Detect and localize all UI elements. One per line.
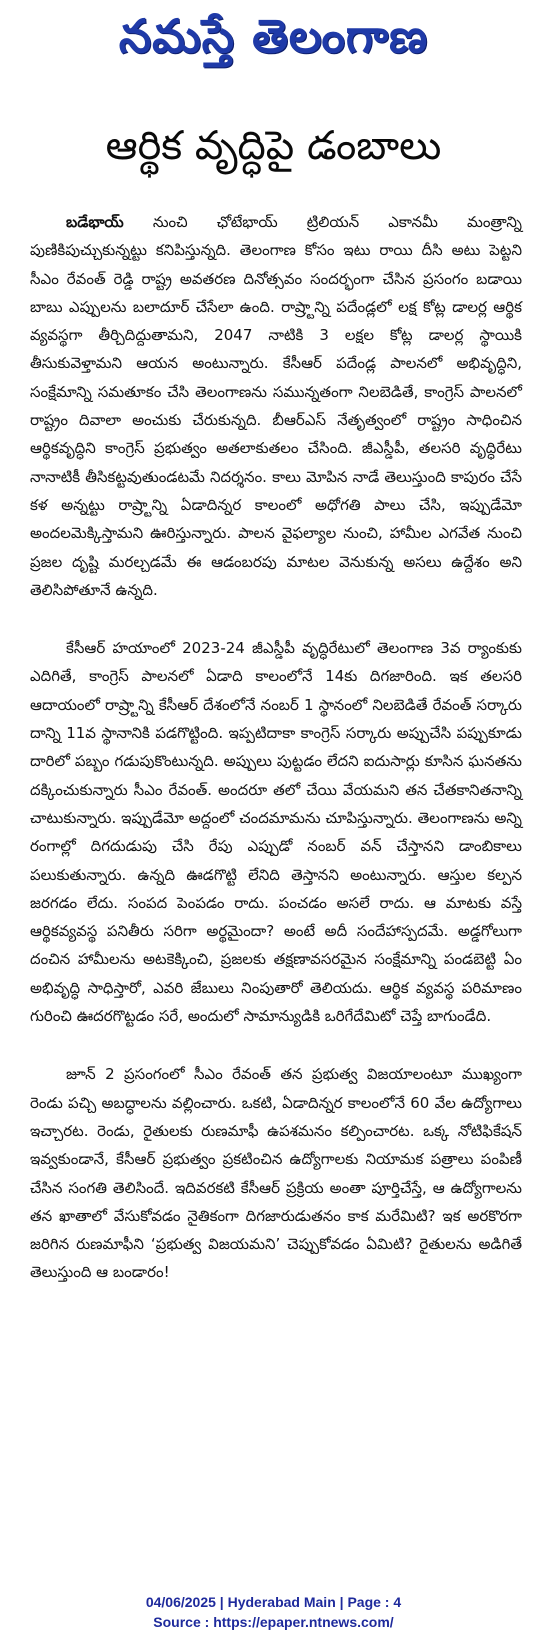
masthead <box>0 8 547 64</box>
article-paragraph-1 <box>30 208 522 604</box>
lead-word: బడేభాయ్ <box>66 213 124 231</box>
newspaper-logo: నమస్తే తెలంగాణ <box>118 9 429 63</box>
article-paragraph-3: జూన్ 2 ప్రసంగంలో సీఎం రేవంత్ తన ప్రభుత్వ విజయాలంటూ ముఖ్యంగా రెండు పచ్చి అబద్ధాలను వల్లించారు. ఒకటి, ఏడాదిన్నర కాలంలోనే 60 వేల ఉద్యోగాలు ఇచ్చారట. రెండు, రైతులకు రుణమాఫీ ఉపశమనం కల్పించారట. ఒక్క నోటిఫికేషన్ ఇవ్వకుండానే, కేసీఆర్ ప్రభుత్వం ప్రకటించిన ఉద్యోగాలకు నియామక పత్రాలు పంపిణీ చేసిన సంగతి తెలిసిందే. ఇదివరకటి కేసీఆర్ ప్రక్రియ అంతా పూర్తిచేస్తే, ఆ ఉద్యోగాలను తన ఖాతాలో వేసుకోవడం నైతికంగా దిగజారుడుతనం కాక మరేమిటి? ఇక అరకొరగా జరిగిన రుణమాఫీని ‘ప్రభుత్వ విజయమని’ చెప్పుకోవడం ఏమిటి? రైతులను అడిగితే తెలుస్తుంది ఆ బండారం! <box>30 1065 522 1282</box>
page-footer <box>0 1592 547 1632</box>
paragraph-text: నుంచి ఛోటేభాయ్ ట్రిలియన్ ఎకానమీ మంత్రాన్ని పుణికిపుచ్చుకున్నట్టు కనిపిస్తున్నది. తెలంగాణ కోసం ఇటు రాయి దీసి అటు పెట్టని సీఎం రేవంత్ రెడ్డి రాష్ట్ర అవతరణ దినోత్సవం సందర్భంగా చేసిన ప్రసంగం బడాయి బాబు ఎప్పులను బలాదూర్ చేసేలా ఉంది. రాష్ర్టాన్ని పదేండ్లలో లక్ష కోట్ల డాలర్ల ఆర్థిక వ్యవస్థగా తీర్చిదిద్దుతామని, 2047 నాటికి 3 లక్షల కోట్ల డాలర్ల స్థాయికి తీసుకువెళ్తామని ఆయన అంటున్నారు. కేసీఆర్ పదేండ్ల పాలనలో అభివృద్ధిని, సంక్షేమాన్ని సమతూకం చేసి తెలంగాణను సమున్నతంగా నిలబెడితే, కాంగ్రెస్ పాలనలో రాష్ట్రం దివాలా అంచుకు చేరుకున్నది. బీఆర్ఎస్ నేతృత్వంలో రాష్ట్రం సాధించిన ఆర్థికవృద్ధిని కాంగ్రెస్ ప్రభుత్వం అతలాకుతలం చేసింది. జీఎస్డీపీ, తలసరి వృద్ధిరేటు నానాటికీ తీసికట్టవుతుండటమే నిదర్శనం. కాలు మోపిన నాడే తెలుస్తుంది కాపురం చేసే కళ అన్నట్టు రాష్ర్టాన్ని ఏడాదిన్నర కాలంలో అధోగతి పాలు చేసి, ఇప్పుడేమో అందలమెక్కిస్తామని ఊరిస్తున్నారు. పాలన వైఫల్యాల నుంచి, హామీల ఎగవేత నుంచి ప్రజల దృష్టి మరల్చడమే ఈ ఆడంబరపు మాటల వెనుకున్న అసలు ఉద్దేశం అని తెలిసిపోతూనే ఉన్నది. <box>30 213 522 599</box>
source-url: Source : https://epaper.ntnews.com/ <box>153 1614 394 1630</box>
article-paragraph-2: కేసీఆర్ హయాంలో 2023-24 జీఎస్డీపీ వృద్ధిరేటులో తెలంగాణ 3వ ర్యాంకుకు ఎదిగితే, కాంగ్రెస్ పాలనలో ఏడాది కాలంలోనే 14కు దిగజారింది. ఇక తలసరి ఆదాయంలో రాష్ర్టాన్ని కేసీఆర్ దేశంలోనే నంబర్ 1 స్థానంలో నిలబెడితే రేవంత్ సర్కారు దాన్ని 11వ స్థానానికి పడగొట్టింది. ఇప్పటిదాకా కాంగ్రెస్ సర్కారు అప్పుచేసి పప్పుకూడు దారిలో పబ్బం గడుపుకొంటున్నది. అప్పులు పుట్టడం లేదని ఐదుసార్లు కూసిన ఘనతను దక్కించుకున్నారు సీఎం రేవంత్. అందరూ తలో చేయి వేయమని తన చేతకానితనాన్ని చాటుకున్నారు. ఇప్పుడేమో అద్దంలో చందమామను చూపిస్తున్నారు. తెలంగాణను అన్ని రంగాల్లో దిగదుడుపు చేసి రేపు ఎప్పుడో నంబర్ వన్ చేస్తానని డాంబికాలు పలుకుతున్నారు. ఉన్నది ఊడగొట్టి లేనిది తెస్తానని అంటున్నారు. ఆస్తుల కల్పన జరగడం లేదు. సంపద పెంపడం రాదు. పంచడం అసలే రాదు. ఆ మాటకు వస్తే ఆర్థికవ్యవస్థ పనితీరు సరిగా అర్థమైందా? అంటే అదీ సందేహాస్పదమే. అడ్డగోలుగా దంచిన హామీలను అటకెక్కించి, ప్రజలకు తక్షణావసరమైన సంక్షేమాన్ని పండబెట్టి ఏం అభివృద్ధి సాధిస్తారో, ఎవరి జేబులు నింపుతారో తెలియదు. ఆర్థిక వ్యవస్థ పరిమాణం గురించి ఊదరగొట్టడం సరే, అందులో సామాన్యుడికి ఒరిగేదేమిటో చెప్తే బాగుండేది. <box>30 639 522 1026</box>
article-body <box>30 208 522 1317</box>
edition-info: 04/06/2025 | Hyderabad Main | Page : 4 <box>145 1594 402 1610</box>
article-headline: ఆర్థిక వృద్ధిపై డంబాలు <box>105 123 442 169</box>
